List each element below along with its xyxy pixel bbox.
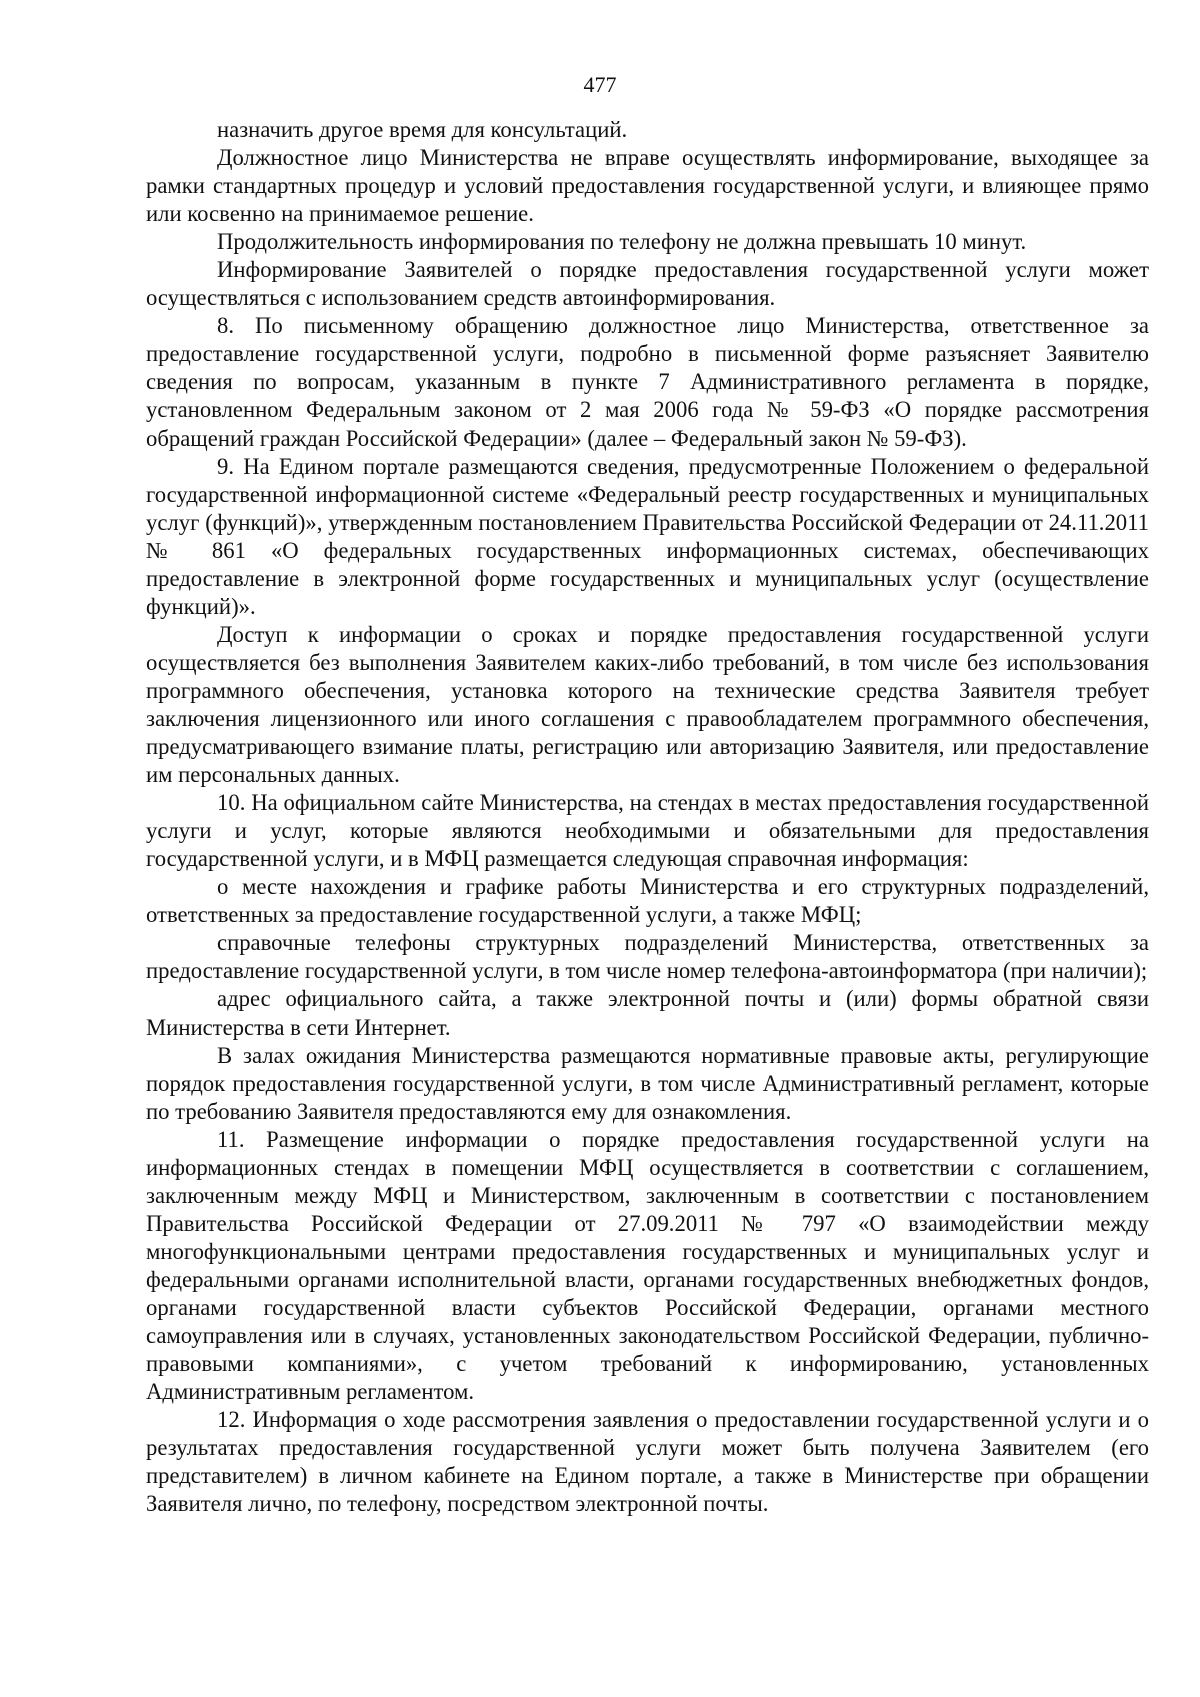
- paragraph-item-9: 9. На Едином портале размещаются сведения, предусмотренные Положением о федеральной государственной информационной системе «Федеральный реестр государственных и муниципальных услуг (функций)», утвержденным постановлением Правительства Российской Федерации от 24.11.2011 № 861 «О федеральных государственных информационных системах, обеспечивающих предоставление в электронной форме государственных и муниципальных услуг (осуществление функций)».: [146, 453, 1149, 619]
- paragraph-item-12: 12. Информация о ходе рассмотрения заявления о предоставлении государственной услуги и о результатах предоставления государственной услуги может быть получена Заявителем (его представителем) в личном кабинете на Едином портале, а также в Министерстве при обращении Заявителя лично, по телефону, посредством электронной почты.: [146, 1407, 1149, 1517]
- paragraph-reference-phones: справочные телефоны структурных подразделений Министерства, ответственных за предоставление государственной услуги, в том числе номер телефона-автоинформатора (при наличии);: [146, 930, 1149, 984]
- paragraph-item-8: 8. По письменному обращению должностное лицо Министерства, ответственное за предоставление государственной услуги, подробно в письменной форме разъясняет Заявителю сведения по вопросам, указанным в пункте 7 Административного регламента в порядке, установленном Федеральным законом от 2 мая 2006 года № 59-ФЗ «О порядке рассмотрения обращений граждан Российской Федерации» (далее – Федеральный закон № 59-ФЗ).: [146, 313, 1149, 451]
- page-number: 477: [583, 72, 617, 97]
- paragraph-official-restriction: Должностное лицо Министерства не вправе осуществлять информирование, выходящее за рамки стандартных процедур и условий предоставления государственной услуги, и влияющее прямо или косвенно на принимаемое решение.: [146, 145, 1149, 227]
- document-body: [146, 116, 1149, 1518]
- paragraph-item-10: 10. На официальном сайте Министерства, на стендах в местах предоставления государственной услуги и услуг, которые являются необходимыми и обязательными для предоставления государственной услуги, и в МФЦ размещается следующая справочная информация:: [146, 790, 1149, 872]
- paragraph-waiting-halls: В залах ожидания Министерства размещаются нормативные правовые акты, регулирующие порядок предоставления государственной услуги, в том числе Административный регламент, которые по требованию Заявителя предоставляются ему для ознакомления.: [146, 1042, 1149, 1124]
- paragraph-location-schedule: о месте нахождения и графике работы Министерства и его структурных подразделений, ответственных за предоставление государственной услуги, а также МФЦ;: [146, 874, 1149, 928]
- paragraph-phone-duration: Продолжительность информирования по телефону не должна превышать 10 минут.: [217, 229, 1027, 255]
- paragraph-autoinforming: Информирование Заявителей о порядке предоставления государственной услуги может осуществляться с использованием средств автоинформирования.: [146, 257, 1149, 311]
- paragraph-item-11: 11. Размещение информации о порядке предоставления государственной услуги на информационных стендах в помещении МФЦ осуществляется в соответствии с соглашением, заключенным между МФЦ и Министерством, заключенным в соответствии с постановлением Правительства Российской Федерации от 27.09.2011 № 797 «О взаимодействии между многофункциональными центрами предоставления государственных и муниципальных услуг и федеральными органами исполнительной власти, органами государственных внебюджетных фондов, органами государственной власти субъектов Российской Федерации, органами местного самоуправления или в случаях, установленных законодательством Российской Федерации, публично-правовыми компаниями», с учетом требований к информированию, установленных Административным регламентом.: [146, 1126, 1149, 1405]
- paragraph-continuation: назначить другое время для консультаций.: [217, 117, 628, 142]
- paragraph-website-address: адрес официального сайта, а также электронной почты и (или) формы обратной связи Министерства в сети Интернет.: [146, 986, 1149, 1040]
- paragraph-access-info: Доступ к информации о сроках и порядке предоставления государственной услуги осуществляется без выполнения Заявителем каких-либо требований, в том числе без использования программного обеспечения, установка которого на технические средства Заявителя требует заключения лицензионного или иного соглашения с правообладателем программного обеспечения, предусматривающего взимание платы, регистрацию или авторизацию Заявителя, или предоставление им персональных данных.: [146, 621, 1149, 788]
